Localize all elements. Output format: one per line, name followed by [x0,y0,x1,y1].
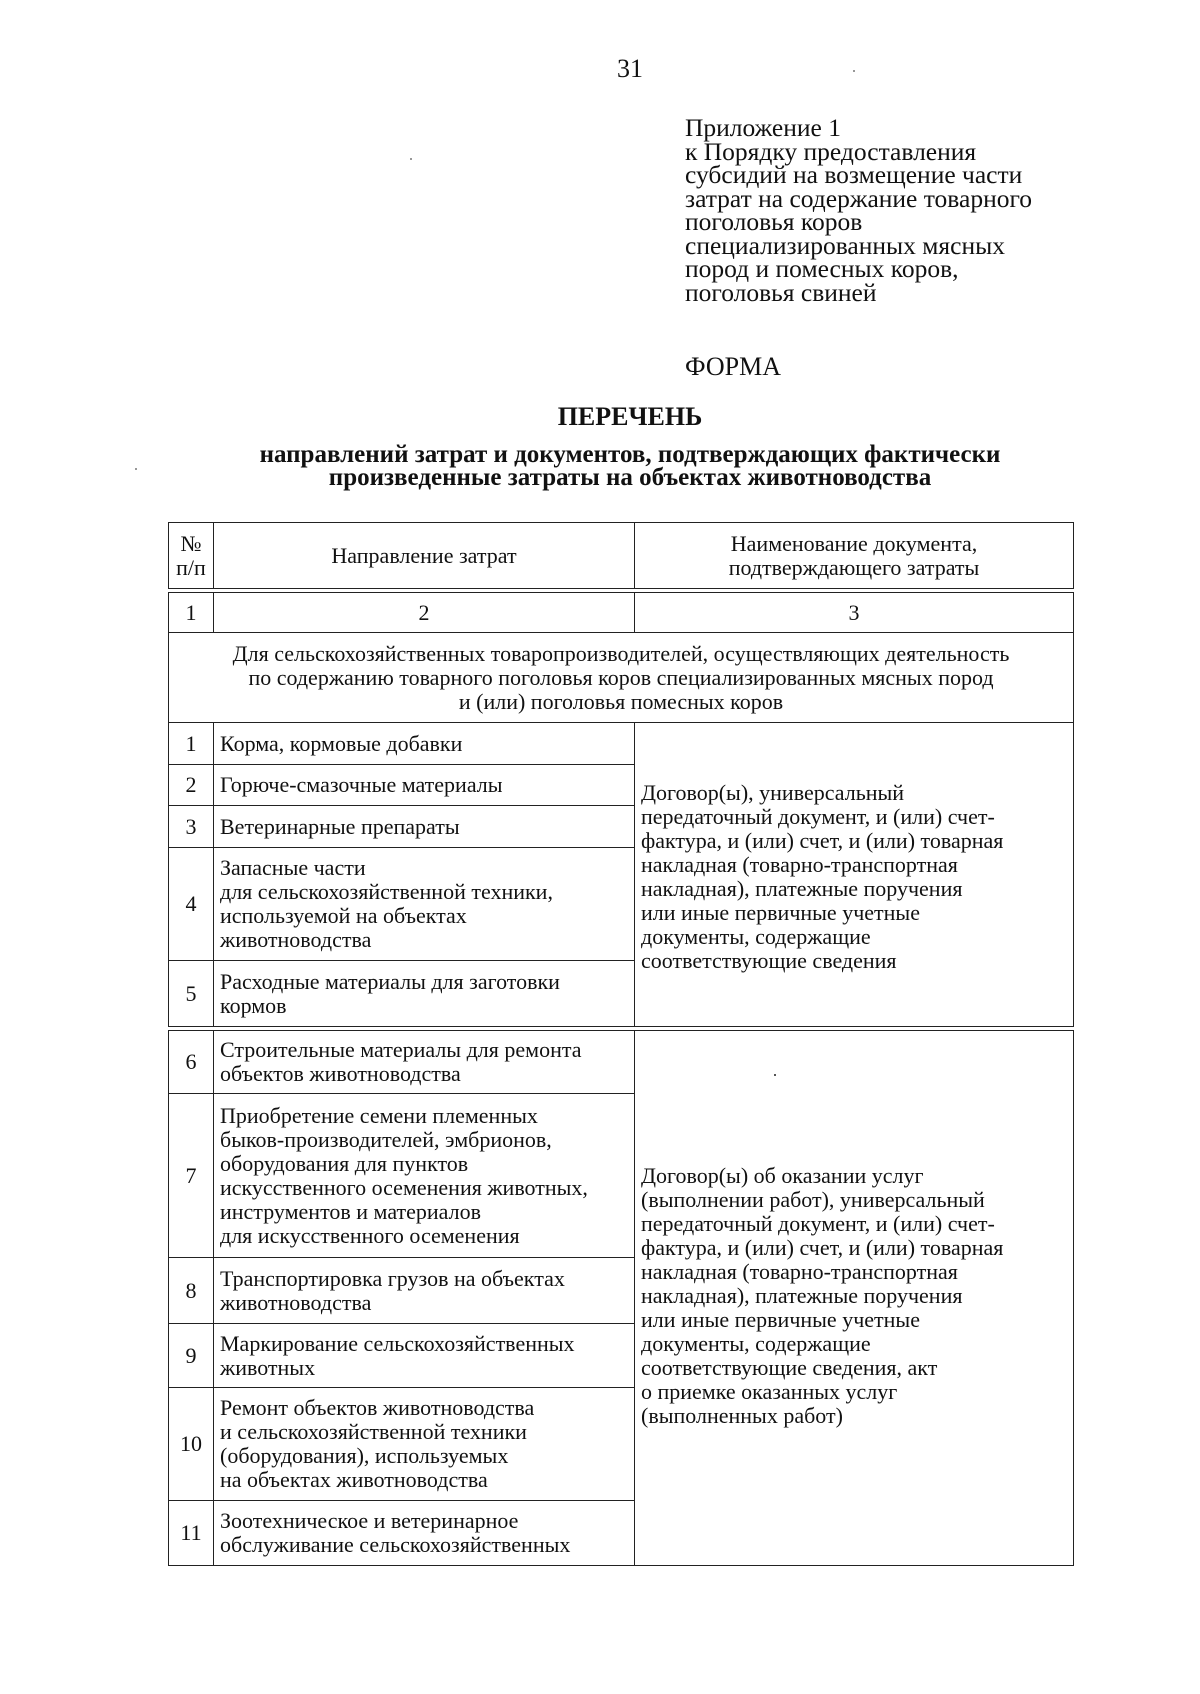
row-text: Расходные материалы для заготовки [220,968,560,994]
row-text: на объектах животноводства [220,1467,488,1492]
row-number-cell: 2 [168,764,214,806]
row-number-cell: 8 [168,1257,214,1324]
row-number-cell: 4 [168,847,214,961]
scan-speck [774,1074,776,1076]
page-number: 31 [617,54,643,83]
document-group-cell [634,1030,1074,1566]
row-text: для искусственного осеменения [220,1222,520,1248]
row-number-cell: 10 [168,1387,214,1501]
section-line: Для сельскохозяйственных товаропроизводителей, осуществляющих деятельность [232,640,1010,666]
row-text: Горюче-смазочные материалы [220,772,503,797]
row-text: Маркирование сельскохозяйственных [220,1330,575,1356]
document-text: накладная), платежные поручения [641,1283,963,1308]
column-number-cell: 3 [634,592,1074,633]
document-text: документы, содержащие [641,924,871,949]
row-text: инструментов и материалов [220,1198,482,1224]
row-text: используемой на объектах [220,903,467,928]
subtitle-line: направлений затрат и документов, подтверждающих фактически [259,441,1001,468]
row-direction-cell [213,847,635,961]
row-text: (оборудования), используемых [220,1443,509,1468]
row-direction-cell [213,1093,635,1258]
header-direction-cell [213,522,635,589]
appendix-line: Приложение 1 [685,113,841,142]
row-direction-cell [213,722,635,765]
document-text: Договор(ы) об оказании услуг [641,1163,924,1188]
row-text: для сельскохозяйственной техники, [220,879,553,904]
column-number-cell: 2 [213,592,635,633]
scan-speck [410,158,412,160]
document-text: о приемке оказанных услуг [641,1379,898,1404]
row-direction-cell [213,1257,635,1324]
row-direction-cell [213,1030,635,1094]
header-text: № [180,530,202,556]
header-text: Направление затрат [331,542,517,568]
row-text: Запасные части [220,855,366,880]
scan-speck [135,468,137,470]
subtitle-line: произведенные затраты на объектах животноводства [328,464,932,491]
header-number-cell [168,522,214,589]
document-text: (выполненных работ) [641,1403,843,1428]
row-number-cell: 6 [168,1030,214,1094]
row-text: обслуживание сельскохозяйственных [220,1532,571,1557]
appendix-block [685,113,1033,307]
column-number-cell: 1 [168,592,214,633]
row-number-cell: 1 [168,722,214,765]
row-text: объектов животноводства [220,1061,461,1086]
document-subtitle [150,443,1110,489]
row-text: животных [220,1354,316,1380]
row-direction-cell [213,805,635,848]
row-number-cell: 11 [168,1500,214,1566]
row-text: Ветеринарные препараты [220,813,460,839]
row-text: животноводства [220,1289,372,1315]
header-text: подтверждающего затраты [728,554,980,580]
document-text: накладная (товарно-транспортная [641,852,958,877]
appendix-line: поголовья коров [685,207,863,236]
section-line: по содержанию товарного поголовья коров специализированных мясных пород [248,664,994,690]
row-text: Приобретение семени племенных [220,1102,538,1128]
row-number-cell: 5 [168,960,214,1027]
appendix-line: поголовья свиней [685,277,877,307]
row-text: животноводства [220,927,372,952]
document-text: или иные первичные учетные [641,900,920,925]
row-text: и сельскохозяйственной техники [220,1419,527,1444]
appendix-line: пород и помесных коров, [685,254,959,283]
row-direction-cell [213,1323,635,1388]
row-number-cell: 9 [168,1323,214,1388]
scan-speck [853,70,855,72]
document-text: соответствующие сведения [641,948,897,973]
appendix-line: субсидий на возмещение части [685,160,1023,189]
row-text: быков-производителей, эмбрионов, [220,1126,552,1152]
form-label: ФОРМА [685,352,781,381]
document-text: передаточный документ, и (или) счет- [641,1211,995,1236]
document-text: фактура, и (или) счет, и (или) товарная [641,828,1004,853]
header-document-cell [634,522,1074,589]
section-line: и (или) поголовья помесных коров [458,688,784,714]
row-text: кормов [220,992,287,1018]
row-number-cell: 7 [168,1093,214,1258]
document-text: Договор(ы), универсальный [641,780,905,805]
row-direction-cell [213,960,635,1027]
header-text: Наименование документа, [730,530,978,556]
row-direction-cell [213,1500,635,1566]
document-text: соответствующие сведения, акт [641,1355,938,1380]
appendix-line: затрат на содержание товарного [685,183,1033,213]
document-text: накладная), платежные поручения [641,876,963,901]
document-text: передаточный документ, и (или) счет- [641,804,995,829]
row-text: Ремонт объектов животноводства [220,1395,535,1420]
document-text: (выполнении работ), универсальный [641,1187,985,1212]
appendix-line: к Порядку предоставления [685,136,977,166]
section-heading-cell [168,632,1074,723]
row-text: Зоотехническое и ветеринарное [220,1508,519,1533]
row-text: Строительные материалы для ремонта [220,1037,582,1062]
row-number-cell: 3 [168,805,214,848]
document-text: накладная (товарно-транспортная [641,1259,958,1284]
document-group-cell [634,722,1074,1027]
document-text: фактура, и (или) счет, и (или) товарная [641,1235,1004,1260]
document-text: документы, содержащие [641,1331,871,1356]
row-text: Транспортировка грузов на объектах [220,1265,565,1291]
row-direction-cell [213,764,635,806]
document-title: ПЕРЕЧЕНЬ [557,402,703,431]
row-text: Корма, кормовые добавки [220,730,463,756]
row-text: оборудования для пунктов [220,1150,469,1176]
row-direction-cell [213,1387,635,1501]
appendix-line: специализированных мясных [685,230,1005,260]
header-text: п/п [176,554,206,580]
row-text: искусственного осеменения животных, [220,1174,588,1200]
document-text: или иные первичные учетные [641,1307,920,1332]
